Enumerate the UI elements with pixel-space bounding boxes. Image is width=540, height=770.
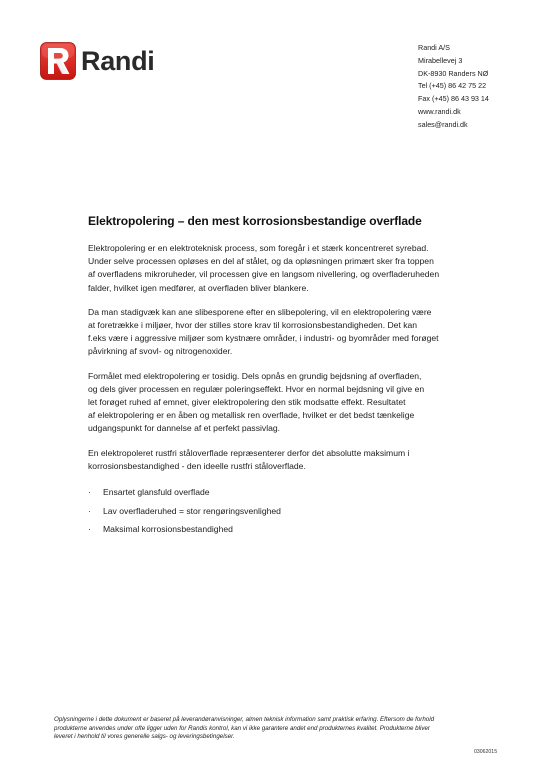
list-item [88,506,464,517]
street: Mirabellevej 3 [418,55,463,65]
text-line: påvirkning af svovl- og nitrogenoxider. [88,346,233,357]
website-link[interactable]: www.randi.dk [418,106,461,116]
footer-disclaimer [54,716,504,742]
feature-list [88,487,464,535]
main-content [88,214,464,543]
text-line: Elektropolering er en elektroteknisk process, som foregår i et stærk koncentreret syrebad. [88,243,429,253]
company-name: Randi A/S [418,43,450,52]
footer-line: produkterne anvendes under ofte ligger uden for Randis kontrol, kan vi ikke garantere andet end produkternes kvalitet. Produkterne bliver [54,724,430,732]
text-line: korrosionsbestandighed - den ideelle rustfri ståloverflade. [88,460,306,471]
bullet-icon: · [88,524,91,535]
city: DK-8930 Randers NØ [418,68,489,78]
text-line: udgangspunkt for dannelse af et perfekt passivlag. [88,423,281,434]
text-line: at foretrække i miljøer, hvor der stilles store krav til korrosionsbestandigheden. Det kan [88,320,418,331]
text-line: af overfladens mikroruheder, vil processen give en langsom nivellering, og overfladeruheden [88,269,440,280]
paragraph-1 [88,242,464,295]
list-item-text: Ensartet glansfuld overflade [103,487,210,498]
document-title: Elektropolering – den mest korrosionsbestandige overflade [88,214,422,228]
list-item-text: Lav overfladeruhed = stor rengøringsvenlighed [103,505,281,516]
footer-line: Oplysningerne i dette dokument er baseret på leverandøranvisninger, almen teknisk information samt praktisk erfaring. Eftersom de forhold [54,716,435,723]
paragraph-2 [88,306,464,359]
text-line: Da man stadigvæk kan ane slibesporene efter en slibepolering, vil en elektropolering være [88,306,432,317]
document-code: 03062015 [474,749,498,755]
text-line: f.eks være i aggressive miljøer som kystnære områder, i industri- og byområder med forøget [88,333,439,344]
randi-logo-mark-icon [40,42,76,80]
bullet-icon: · [88,487,91,498]
bullet-icon: · [88,505,91,516]
text-line: af elektropolering er en åben og metallisk ren overflade, hvilket er det bedst tænkelige [88,410,415,421]
footer-line: leveret i henhold til vores generelle salgs- og leveringsbetingelser. [54,733,235,741]
company-logo [40,42,155,80]
email-link[interactable]: sales@randi.dk [418,119,468,129]
paragraph-4 [88,447,464,473]
list-item [88,524,464,535]
text-line: let forøget ruhed af emnet, giver elektropolering den stik modsatte effekt. Resultatet [88,397,406,408]
brand-name: Randi [81,45,155,76]
company-address [418,42,489,132]
fax: Fax (+45) 86 43 93 14 [418,94,489,104]
paragraph-3 [88,370,464,436]
list-item [88,487,464,498]
phone: Tel (+45) 86 42 75 22 [418,81,487,91]
text-line: og dels giver processen en regulær poleringseffekt. Hvor en normal bejdsning vil give en [88,383,425,394]
text-line: En elektropoleret rustfri ståloverflade repræsenterer derfor det absolutte maksimum i [88,447,410,458]
text-line: Formålet med elektropolering er tosidig. Dels opnås en grundig bejdsning af overfladen, [88,370,422,381]
text-line: falder, hvilket igen medfører, at overfladen bliver blankere. [88,282,309,293]
list-item-text: Maksimal korrosionsbestandighed [103,524,233,535]
text-line: Under selve processen opløses en del af stålet, og da opløsningen primært sker fra toppen [88,256,434,267]
